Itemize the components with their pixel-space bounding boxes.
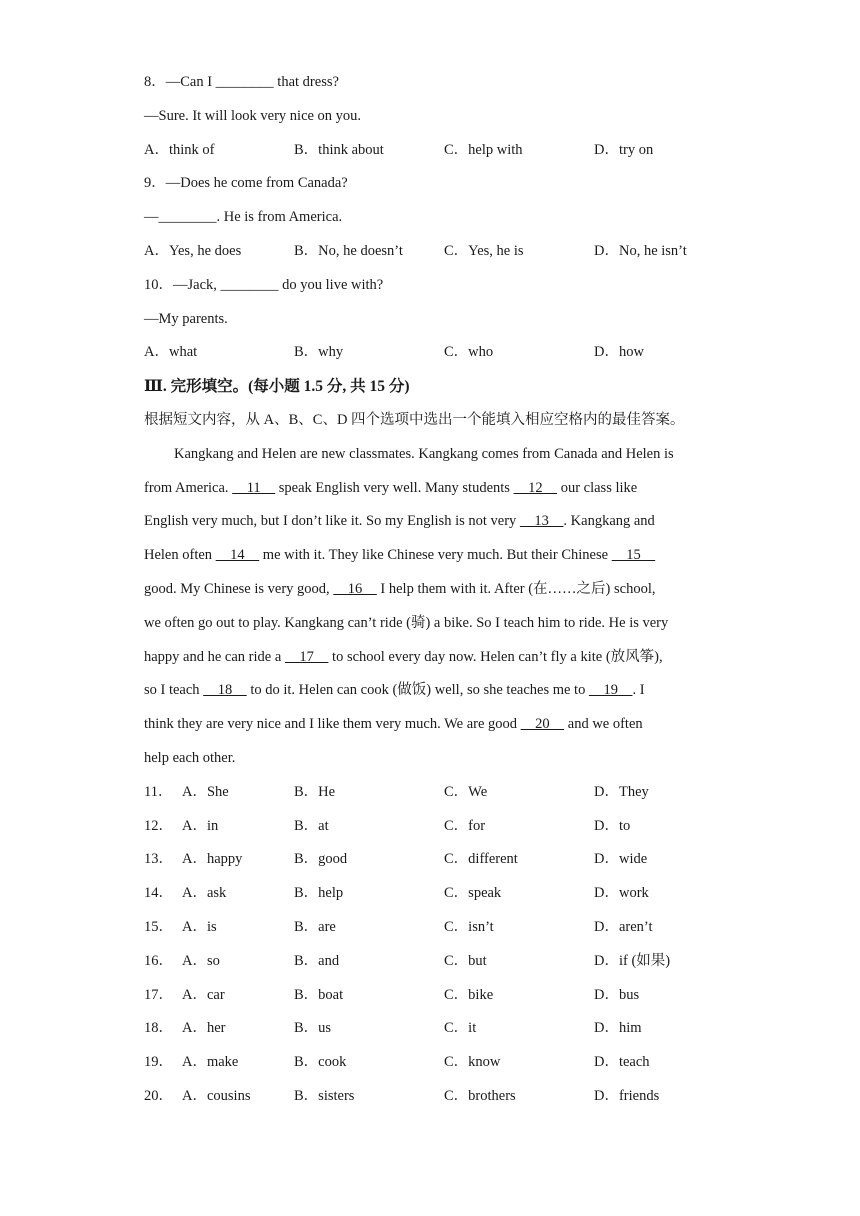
option-d: D．him (594, 1020, 642, 1037)
option-d: D．work (594, 885, 649, 902)
option-c: C．bike (444, 986, 494, 1003)
question-10-options (144, 336, 724, 370)
section-3-instruction: 根据短文内容，从 A、B、C、D 四个选项中选出一个能填入相应空格内的最佳答案。 (144, 411, 685, 428)
question-number: 20． (144, 1087, 173, 1104)
option-c: C．We (444, 783, 488, 800)
passage-text: our class like (557, 479, 638, 496)
question-8-response: —Sure. It will look very nice on you. (144, 107, 362, 124)
cloze-question-11 (144, 776, 724, 810)
option-c: C．help with (444, 141, 523, 158)
cloze-options-list (144, 776, 724, 1114)
passage-text: to do it. Helen can cook (做饭) well, so she teaches me to (246, 682, 589, 699)
option-a: A．ask (182, 885, 227, 902)
option-c: C．but (444, 952, 487, 969)
cloze-question-12 (144, 810, 724, 844)
question-number: 17． (144, 986, 173, 1003)
option-b: B．No, he doesn’t (294, 242, 403, 259)
passage-text: . I (632, 682, 645, 699)
option-b: B．us (294, 1020, 332, 1037)
option-b: B．are (294, 918, 336, 935)
option-b: B．boat (294, 986, 344, 1003)
passage-text: think they are very nice and I like them very much. We are good (144, 716, 521, 733)
passage-text: I help them with it. After (在……之后) school, (376, 580, 656, 597)
passage-text: and we often (564, 716, 643, 733)
blank-17: 17 (284, 648, 329, 665)
passage-line (144, 708, 724, 742)
option-d: D．if (如果) (594, 952, 671, 969)
passage-line (144, 505, 724, 539)
question-9-options (144, 235, 724, 269)
option-d: D．They (594, 783, 649, 800)
option-d: D．try on (594, 141, 654, 158)
passage-text: me with it. They like Chinese very much. But their Chinese (259, 547, 612, 564)
option-a: A．make (182, 1054, 239, 1071)
option-d: D．friends (594, 1087, 660, 1104)
option-c: C．different (444, 851, 518, 868)
option-b: B．cook (294, 1054, 347, 1071)
option-a: A．so (182, 952, 220, 969)
option-c: C．know (444, 1054, 501, 1071)
cloze-question-20 (144, 1080, 724, 1114)
passage-text: happy and he can ride a (144, 648, 285, 665)
option-d: D．wide (594, 851, 648, 868)
option-a: A．think of (144, 141, 215, 158)
option-a: A．her (182, 1020, 226, 1037)
option-c: C．isn’t (444, 918, 494, 935)
option-d: D．No, he isn’t (594, 242, 687, 259)
blank-19: 19 (588, 682, 633, 699)
blank-18: 18 (203, 682, 247, 699)
passage-text: so I teach (144, 682, 204, 699)
option-c: C．speak (444, 885, 502, 902)
blank-15: 15 (611, 547, 656, 564)
option-a: A．She (182, 783, 229, 800)
passage-line (144, 641, 724, 675)
question-9-response: —________. He is from America. (144, 209, 343, 226)
option-c: C．it (444, 1020, 477, 1037)
cloze-question-18 (144, 1012, 724, 1046)
option-d: D．to (594, 817, 631, 834)
question-9-stem: 9．—Does he come from Canada? (144, 175, 348, 192)
option-d: D．bus (594, 986, 640, 1003)
cloze-question-19 (144, 1046, 724, 1080)
cloze-question-14 (144, 877, 724, 911)
option-b: B．help (294, 885, 344, 902)
question-number: 13． (144, 851, 173, 868)
passage-line: Kangkang and Helen are new classmates. Kangkang comes from Canada and Helen is (174, 445, 674, 462)
option-c: C．brothers (444, 1087, 516, 1104)
option-a: A．in (182, 817, 219, 834)
option-b: B．and (294, 952, 340, 969)
passage-text: Helen often (144, 547, 216, 564)
passage-text: speak English very well. Many students (275, 479, 514, 496)
section-3-heading: Ⅲ. 完形填空。(每小题 1.5 分, 共 15 分) (144, 378, 410, 396)
cloze-question-16 (144, 945, 724, 979)
passage-line (144, 472, 724, 506)
passage-text: good. My Chinese is very good, (144, 580, 334, 597)
passage-text: to school every day now. Helen can’t fly a kite (放风筝), (328, 648, 663, 665)
cloze-passage (144, 438, 724, 776)
blank-13: 13 (519, 513, 564, 530)
question-10-response: —My parents. (144, 310, 228, 327)
option-b: B．why (294, 344, 344, 361)
passage-text: English very much, but I don’t like it. So my English is not very (144, 513, 520, 530)
blank-11: 11 (232, 479, 276, 496)
question-8-options (144, 134, 724, 168)
option-d: D．how (594, 344, 644, 361)
passage-line (144, 674, 724, 708)
passage-text: from America. (144, 479, 233, 496)
cloze-question-13 (144, 843, 724, 877)
option-b: B．at (294, 817, 329, 834)
question-number: 19． (144, 1054, 173, 1071)
option-b: B．sisters (294, 1087, 355, 1104)
question-number: 18． (144, 1020, 173, 1037)
blank-12: 12 (513, 479, 558, 496)
question-10-stem: 10．—Jack, ________ do you live with? (144, 276, 384, 293)
question-number: 15． (144, 918, 173, 935)
option-b: B．He (294, 783, 336, 800)
question-number: 16． (144, 952, 173, 969)
option-c: C．for (444, 817, 486, 834)
option-a: A．is (182, 918, 217, 935)
option-a: A．cousins (182, 1087, 251, 1104)
option-d: D．teach (594, 1054, 650, 1071)
cloze-question-15 (144, 911, 724, 945)
blank-14: 14 (215, 547, 260, 564)
cloze-question-17 (144, 979, 724, 1013)
option-b: B．good (294, 851, 348, 868)
option-c: C．who (444, 344, 494, 361)
option-c: C．Yes, he is (444, 242, 524, 259)
blank-16: 16 (333, 580, 377, 597)
option-d: D．aren’t (594, 918, 653, 935)
question-number: 14． (144, 885, 173, 902)
passage-line: we often go out to play. Kangkang can’t ride (骑) a bike. So I teach him to ride. He is very (144, 614, 669, 631)
option-b: B．think about (294, 141, 384, 158)
exam-page (144, 66, 724, 1114)
option-a: A．car (182, 986, 225, 1003)
option-a: A．happy (182, 851, 243, 868)
option-a: A．Yes, he does (144, 242, 242, 259)
passage-line: help each other. (144, 749, 236, 766)
question-number: 11． (144, 783, 173, 800)
blank-20: 20 (520, 716, 565, 733)
passage-line (144, 573, 724, 607)
passage-line (144, 539, 724, 573)
question-number: 12． (144, 817, 173, 834)
question-8-stem: 8．—Can I ________ that dress? (144, 74, 339, 90)
option-a: A．what (144, 344, 198, 361)
passage-text: . Kangkang and (563, 513, 655, 530)
